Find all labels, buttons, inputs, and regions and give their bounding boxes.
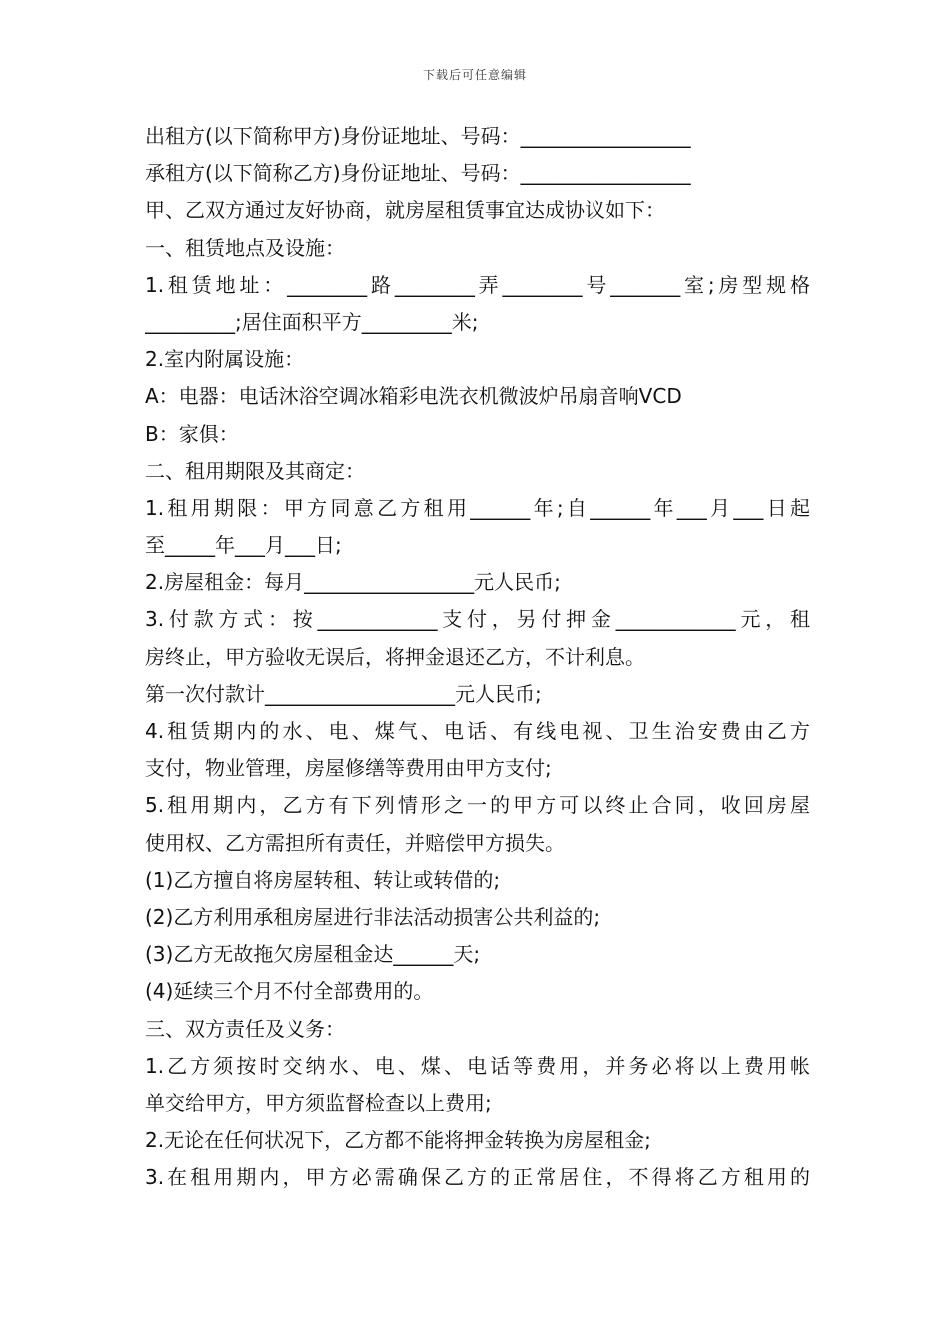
text-line: 至_____年___月___日; bbox=[145, 533, 342, 558]
text-line: 第一次付款计___________________元人民币; bbox=[145, 681, 542, 706]
text-line: 单交给甲方，甲方须监督检查以上费用; bbox=[145, 1090, 492, 1115]
text-line: B：家俱： bbox=[145, 421, 239, 446]
contract-body bbox=[145, 118, 810, 1196]
text-line: 1.乙方须按时交纳水、电、煤、电话等费用，并务必将以上费用帐 bbox=[145, 1053, 810, 1078]
text-line: 4.租赁期内的水、电、煤气、电话、有线电视、卫生治安费由乙方 bbox=[145, 719, 810, 743]
text-line: _________;居住面积平方_________米; bbox=[145, 309, 479, 334]
text-line: (1)乙方擅自将房屋转租、转让或转借的; bbox=[145, 867, 501, 892]
text-line: 出租方(以下简称甲方)身份证地址、号码：_________________ bbox=[145, 124, 691, 148]
text-line: A：电器：电话沐浴空调冰箱彩电洗衣机微波炉吊扇音响VCD bbox=[145, 384, 682, 409]
text-line: 1.租赁地址：________路________弄________号_______室;房型规格 bbox=[145, 272, 810, 297]
text-line: (2)乙方利用承租房屋进行非法活动损害公共利益的; bbox=[145, 904, 601, 929]
text-line: 1.租用期限：甲方同意乙方租用______年;自______年___月___日起 bbox=[145, 495, 810, 520]
text-line: 2.房屋租金：每月_________________元人民币; bbox=[145, 570, 561, 595]
text-line: 房终止，甲方验收无误后，将押金退还乙方，不计利息。 bbox=[145, 644, 645, 669]
text-line: 三、双方责任及义务： bbox=[145, 1016, 345, 1041]
text-line: 一、租赁地点及设施： bbox=[145, 235, 345, 260]
text-line: 2.无论在任何状况下，乙方都不能将押金转换为房屋租金; bbox=[145, 1128, 651, 1153]
text-line: 2.室内附属设施： bbox=[145, 347, 305, 372]
text-line: 5.租用期内，乙方有下列情形之一的甲方可以终止合同，收回房屋 bbox=[145, 793, 810, 818]
text-line: 支付，物业管理，房屋修缮等费用由甲方支付; bbox=[145, 756, 552, 781]
text-line: 使用权、乙方需担所有责任，并赔偿甲方损失。 bbox=[145, 830, 565, 855]
text-line: 承租方(以下简称乙方)身份证地址、号码：_________________ bbox=[145, 161, 691, 186]
text-line: (4)延续三个月不付全部费用的。 bbox=[145, 979, 434, 1004]
text-line: 二、租用期限及其商定： bbox=[145, 458, 365, 483]
header-note: 下载后可任意编辑 bbox=[422, 68, 527, 82]
text-line: 3.付款方式：按____________支付，另付押金____________元，租 bbox=[145, 607, 810, 632]
text-line: 3.在租用期内，甲方必需确保乙方的正常居住，不得将乙方租用的 bbox=[145, 1165, 810, 1190]
text-line: 甲、乙双方通过友好协商，就房屋租赁事宜达成协议如下： bbox=[145, 198, 665, 223]
text-line: (3)乙方无故拖欠房屋租金达______天; bbox=[145, 942, 481, 967]
